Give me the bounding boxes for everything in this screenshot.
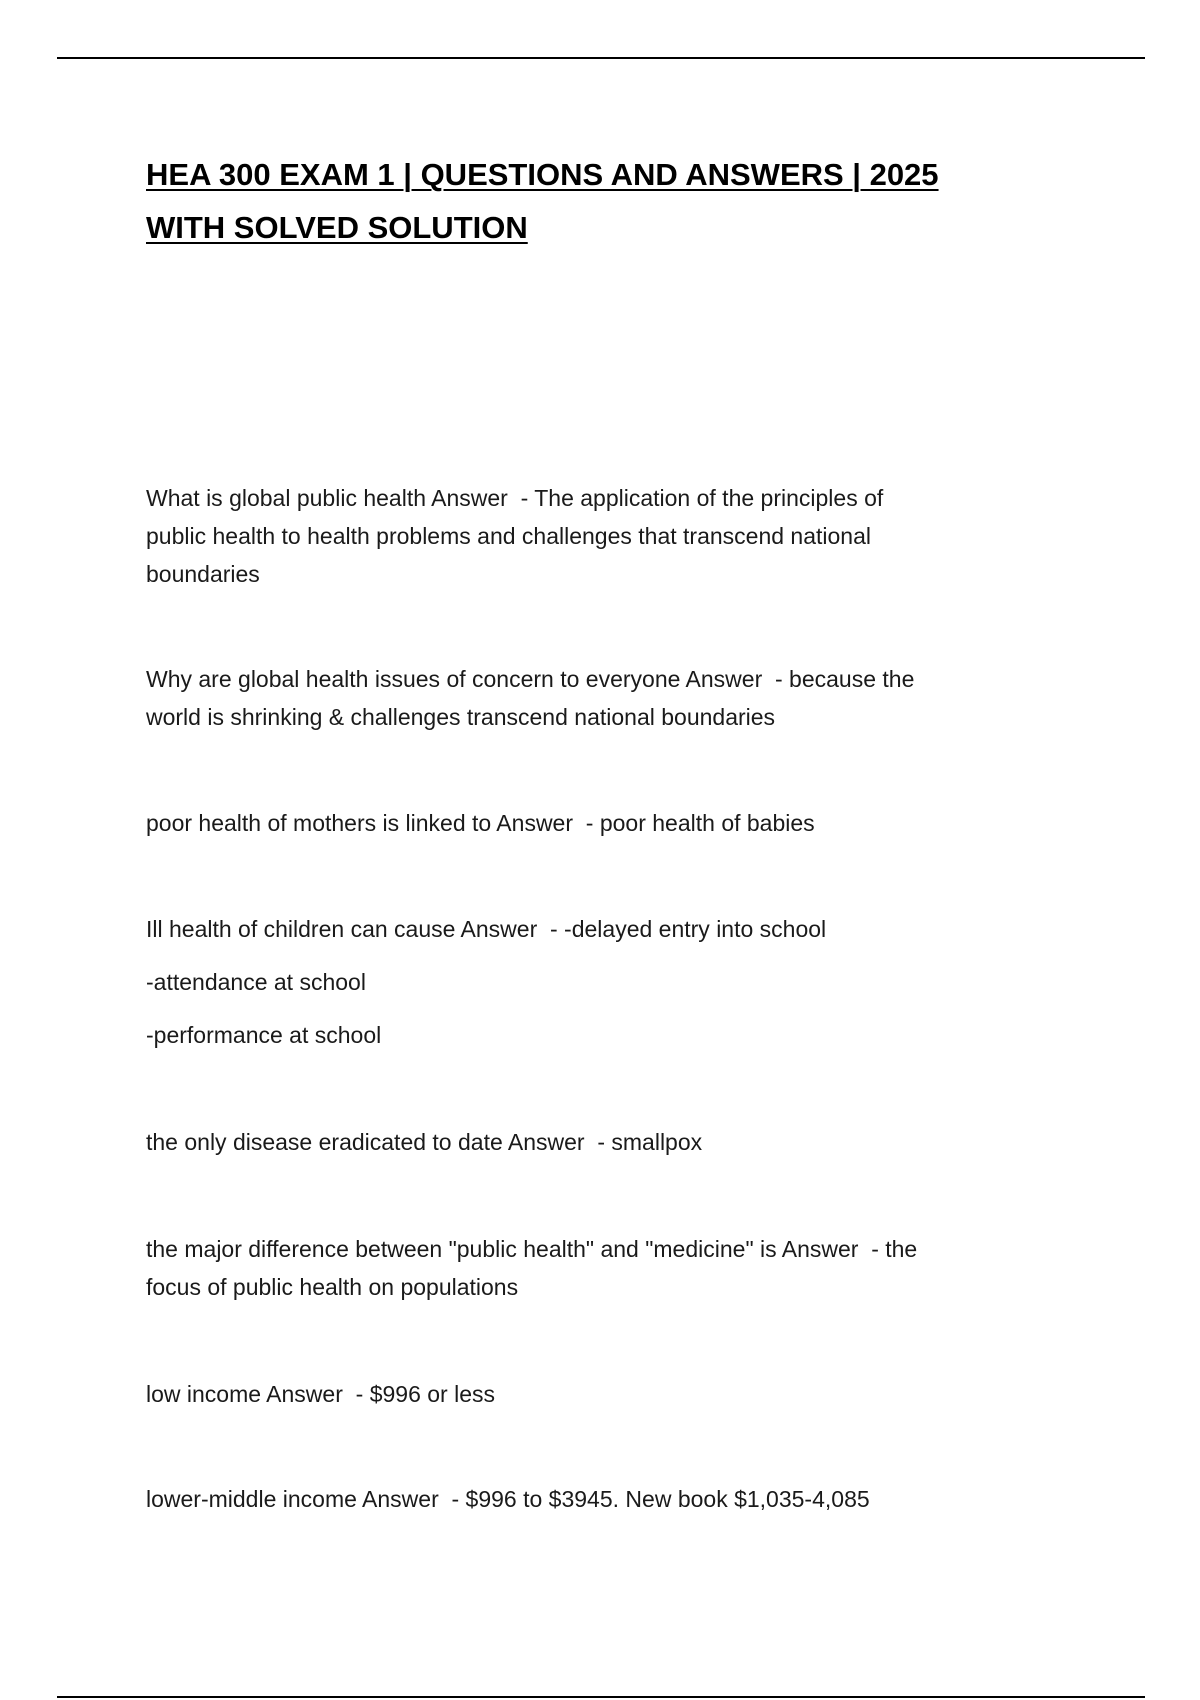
title-line-2: WITH SOLVED SOLUTION xyxy=(146,210,528,245)
qa-text-line: boundaries xyxy=(146,561,260,587)
qa-item-7 xyxy=(146,1375,1066,1413)
qa-text-line: public health to health problems and challenges that transcend national xyxy=(146,523,871,549)
qa-item-4 xyxy=(146,910,1066,948)
qa-item-4-sub-1: -attendance at school xyxy=(146,969,366,995)
bottom-rule xyxy=(57,1696,1145,1698)
qa-item-8 xyxy=(146,1480,1066,1518)
document-title xyxy=(146,148,1066,254)
qa-item-4-sub-2: -performance at school xyxy=(146,1022,382,1048)
qa-item-2 xyxy=(146,660,1066,736)
qa-text-line: poor health of mothers is linked to Answer - poor health of babies xyxy=(146,810,815,836)
qa-item-6 xyxy=(146,1230,1066,1306)
qa-item-3 xyxy=(146,804,1066,842)
qa-text-line: the only disease eradicated to date Answer - smallpox xyxy=(146,1129,703,1155)
qa-text-line: low income Answer - $996 or less xyxy=(146,1381,495,1407)
title-line-1: HEA 300 EXAM 1 | QUESTIONS AND ANSWERS | 2025 xyxy=(146,157,939,192)
qa-text-line: lower-middle income Answer - $996 to $3945. New book $1,035-4,085 xyxy=(146,1486,870,1512)
qa-text-line: world is shrinking & challenges transcend national boundaries xyxy=(146,704,776,730)
qa-text-line: focus of public health on populations xyxy=(146,1274,519,1300)
qa-text-line: the major difference between "public health" and "medicine" is Answer - the xyxy=(146,1236,918,1262)
qa-text-line: Ill health of children can cause Answer - -delayed entry into school xyxy=(146,916,827,942)
top-rule xyxy=(57,57,1145,59)
qa-item-1 xyxy=(146,479,1066,593)
qa-text-line: What is global public health Answer - The application of the principles of xyxy=(146,485,884,511)
qa-text-line: Why are global health issues of concern to everyone Answer - because the xyxy=(146,666,915,692)
qa-item-5 xyxy=(146,1123,1066,1161)
